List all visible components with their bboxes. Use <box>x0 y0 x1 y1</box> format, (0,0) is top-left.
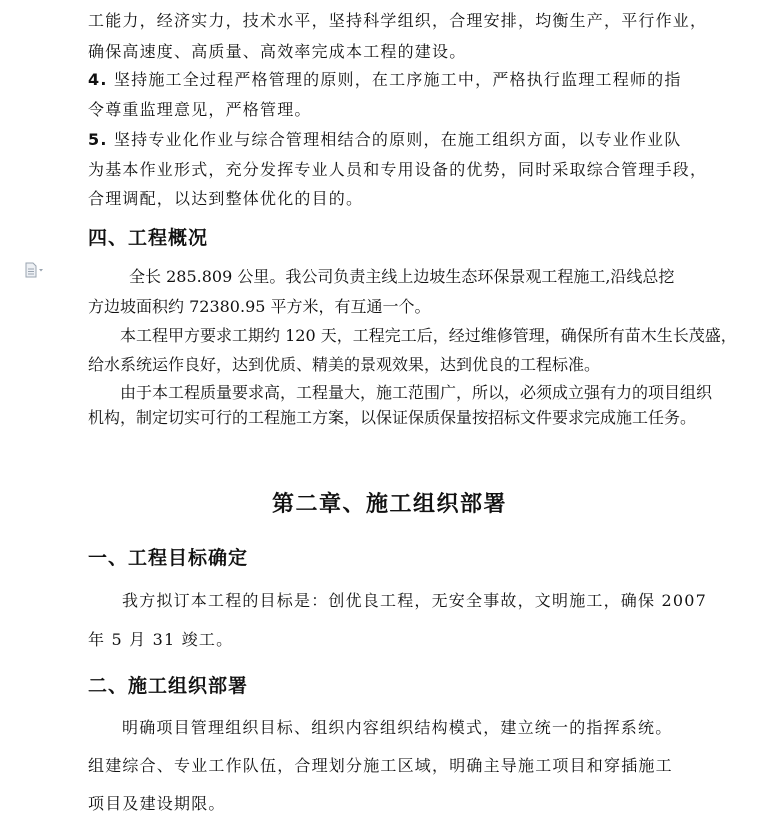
item-number: 5. <box>88 130 108 149</box>
principle-item-4 <box>88 67 682 90</box>
item-text: 坚持施工全过程严格管理的原则，在工序施工中，严格执行监理工程师的指 <box>113 70 682 89</box>
principle-item-5-line-3: 合理调配，以达到整体优化的目的。 <box>88 189 364 208</box>
principle-item-5-line-2: 为基本作业形式，充分发挥专业人员和专用设备的优势，同时采取综合管理手段， <box>88 160 708 179</box>
overview-paragraph-3-line-2: 机构，制定切实可行的工程施工方案，以保证保质保量按招标文件要求完成施工任务。 <box>88 408 697 427</box>
goal-line-1: 我方拟订本工程的目标是：创优良工程，无安全事故，文明施工，确保 2007 <box>122 591 708 610</box>
principles-line-2: 确保高速度、高质量、高效率完成本工程的建设。 <box>88 42 467 61</box>
principles-line-1: 工能力，经济实力，技术水平，坚持科学组织，合理安排，均衡生产，平行作业， <box>88 11 708 30</box>
overview-paragraph-3-line-1: 由于本工程质量要求高，工程量大，施工范围广，所以，必须成立强有力的项目组织 <box>120 383 713 402</box>
overview-paragraph-1-line-1: 全长 285.809 公里。我公司负责主线上边坡生态环保景观工程施工,沿线总挖 <box>129 267 675 286</box>
section-heading: 二、施工组织部署 <box>88 675 249 697</box>
goal-line-2: 年 5 月 31 竣工。 <box>88 630 234 649</box>
deployment-line-2: 组建综合、专业工作队伍，合理划分施工区域，明确主导施工项目和穿插施工 <box>88 756 673 775</box>
deployment-line-3: 项目及建设期限。 <box>88 794 226 813</box>
item-text: 坚持专业化作业与综合管理相结合的原则，在施工组织方面，以专业作业队 <box>113 130 682 149</box>
section-heading: 四、工程概况 <box>88 227 209 249</box>
document-icon[interactable] <box>24 262 44 278</box>
overview-paragraph-1-line-2: 方边坡面积约 72380.95 平方米，有互通一个。 <box>88 297 431 316</box>
chapter-title: 第二章、施工组织部署 <box>271 492 507 517</box>
overview-paragraph-2-line-1: 本工程甲方要求工期约 120 天，工程完工后，经过维修管理，确保所有苗木生长茂盛， <box>120 326 737 345</box>
item-number: 4. <box>88 70 108 89</box>
principle-item-5 <box>88 127 682 150</box>
deployment-line-1: 明确项目管理组织目标、组织内容组织结构模式，建立统一的指挥系统。 <box>122 718 673 737</box>
section-heading: 一、工程目标确定 <box>88 547 249 569</box>
principle-item-4-line-2: 令尊重监理意见，严格管理。 <box>88 100 312 119</box>
overview-paragraph-2-line-2: 给水系统运作良好，达到优质、精美的景观效果，达到优良的工程标准。 <box>88 355 601 374</box>
